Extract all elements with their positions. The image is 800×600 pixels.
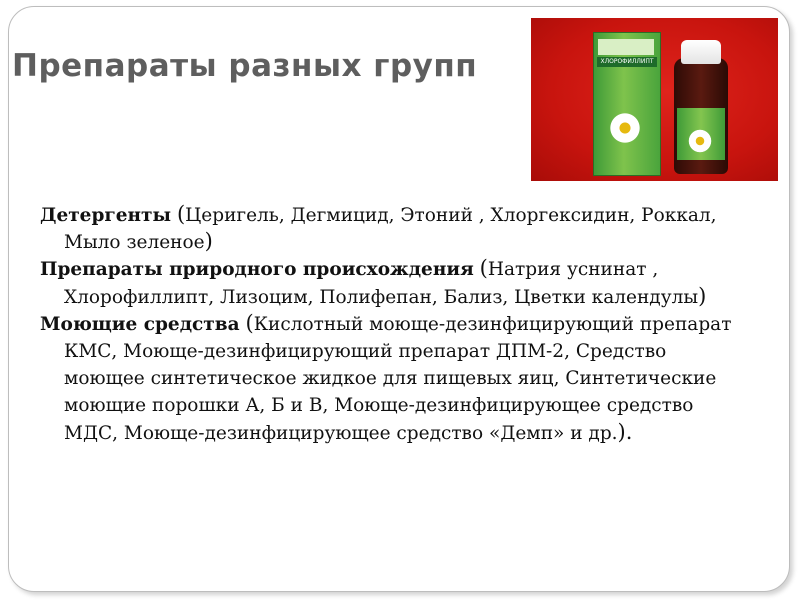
item-body: Церигель, Дегмицид, Этоний , Хлоргексидин, Роккал, Мыло зеленое xyxy=(64,205,717,254)
bottle-flower-image xyxy=(687,128,713,154)
slide-title: Препараты разных групп xyxy=(12,48,478,84)
product-box-label: ХЛОРОФИЛЛИПТ xyxy=(597,57,657,67)
item-heading: Препараты природного происхождения xyxy=(40,259,474,281)
chamomile-flower-image xyxy=(608,111,642,145)
list-item: Моющие средства (Кислотный моюще-дезинфицирующий препарат КМС, Моюще-дезинфицирующий препарат ДПМ-2, Средство моющее синтетическое жидкое для пищевых яиц, Синтетические моющие порошки А, Б и В, Моюще-дезинфицирующее средство МДС, Моюще-дезинфицирующее средство «Демп» и др.). xyxy=(40,310,732,444)
item-heading: Детергенты xyxy=(40,205,172,226)
item-body: Натрия уснинат , Хлорофиллипт, Лизоцим, Полифепан, Бализ, Цветки календулы xyxy=(64,259,699,308)
product-photo xyxy=(531,18,778,181)
preparations-list xyxy=(40,202,740,447)
item-heading: Моющие средства xyxy=(40,313,240,335)
list-item: Детергенты (Церигель, Дегмицид, Этоний , Хлоргексидин, Роккал, Мыло зеленое) xyxy=(40,202,717,254)
bottle-cap xyxy=(681,40,721,64)
list-item: Препараты природного происхождения (Натрия уснинат , Хлорофиллипт, Лизоцим, Полифепан, Бализ, Цветки календулы) xyxy=(40,256,707,308)
item-body: Кислотный моюще-дезинфицирующий препарат КМС, Моюще-дезинфицирующий препарат ДПМ-2, Средство моющее синтетическое жидкое для пищевых яиц, Синтетические моющие порошки А, Б и В, Моюще-дезинфицирующее средство МДС, Моюще-дезинфицирующее средство «Демп» и др. xyxy=(64,313,732,444)
product-box-top-panel xyxy=(598,39,654,55)
product-box xyxy=(593,32,661,176)
